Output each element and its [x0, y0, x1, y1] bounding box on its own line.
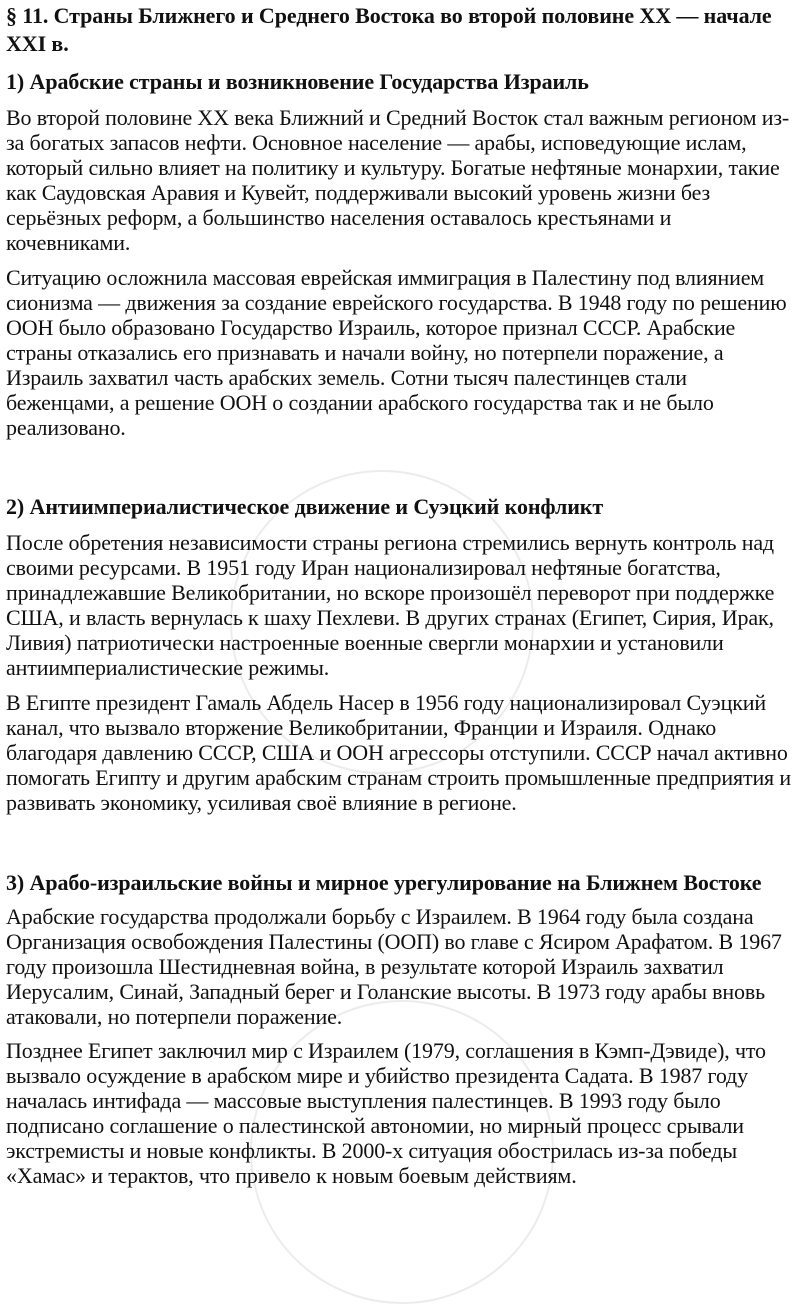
section-1-paragraph-2: Ситуацию осложнила массовая еврейская иммиграция в Палестину под влиянием сионизма — движения за создание еврейского государства. В 1948 году по решению ООН было образовано Государство Израиль, которое признал СССР. Арабские страны отказались его признавать и начали войну, но потерпели поражение, а Израиль захватил часть арабских земель. Сотни тысяч палестинцев стали беженцами, а решение ООН о создании арабского государства так и не было реализовано.: [6, 265, 787, 440]
section-3-paragraph-2: Позднее Египет заключил мир с Израилем (1979, соглашения в Кэмп-Дэвиде), что вызвало осуждение в арабском мире и убийство президента Садата. В 1987 году началась интифада — массовые выступления палестинцев. В 1993 году было подписано соглашение о палестинской автономии, но мирный процесс срывали экстремисты и новые конфликты. В 2000-х ситуация обострилась из-за победы «Хамас» и терактов, что привело к новым боевым действиям.: [6, 1038, 766, 1188]
section-2-heading: 2) Антиимпериалистическое движение и Суэцкий конфликт: [6, 494, 604, 519]
section-2-paragraph-2: В Египте президент Гамаль Абдель Насер в 1956 году национализировал Суэцкий канал, что вызвало вторжение Великобритании, Франции и Израиля. Однако благодаря давлению СССР, США и ООН агрессоры отступили. СССР начал активно помогать Египту и другим арабским странам строить промышленные предприятия и развивать экономику, усиливая своё влияние в регионе.: [6, 690, 792, 815]
section-1-paragraph-1: Во второй половине XX века Ближний и Средний Восток стал важным регионом из-за богатых запасов нефти. Основное население — арабы, исповедующие ислам, который сильно влияет на политику и культуру. Богатые нефтяные монархии, такие как Саудовская Аравия и Кувейт, поддерживали высокий уровень жизни без серьёзных реформ, а большинство населения оставалось крестьянами и кочевниками.: [6, 105, 790, 255]
section-3-paragraph-1: Арабские государства продолжали борьбу с Израилем. В 1964 году была создана Организация освобождения Палестины (ООП) во главе с Ясиром Арафатом. В 1967 году произошла Шестидневная война, в результате которой Израиль захватил Иерусалим, Синай, Западный берег и Голанские высоты. В 1973 году арабы вновь атаковали, но потерпели поражение.: [6, 904, 782, 1029]
section-3-heading: 3) Арабо-израильские войны и мирное урегулирование на Ближнем Востоке: [6, 870, 762, 895]
document-title: § 11. Страны Ближнего и Среднего Востока во второй половине XX — начале XXI в.: [6, 3, 772, 56]
section-2-paragraph-1: После обретения независимости страны региона стремились вернуть контроль над своими ресурсами. В 1951 году Иран национализировал нефтяные богатства, принадлежавшие Великобритании, но вскоре произошёл переворот при поддержке США, и власть вернулась к шаху Пехлеви. В других странах (Египет, Сирия, Ирак, Ливия) патриотически настроенные военные свергли монархии и установили антиимпериалистические режимы.: [6, 530, 775, 680]
section-1-heading: 1) Арабские страны и возникновение Государства Израиль: [6, 69, 589, 94]
